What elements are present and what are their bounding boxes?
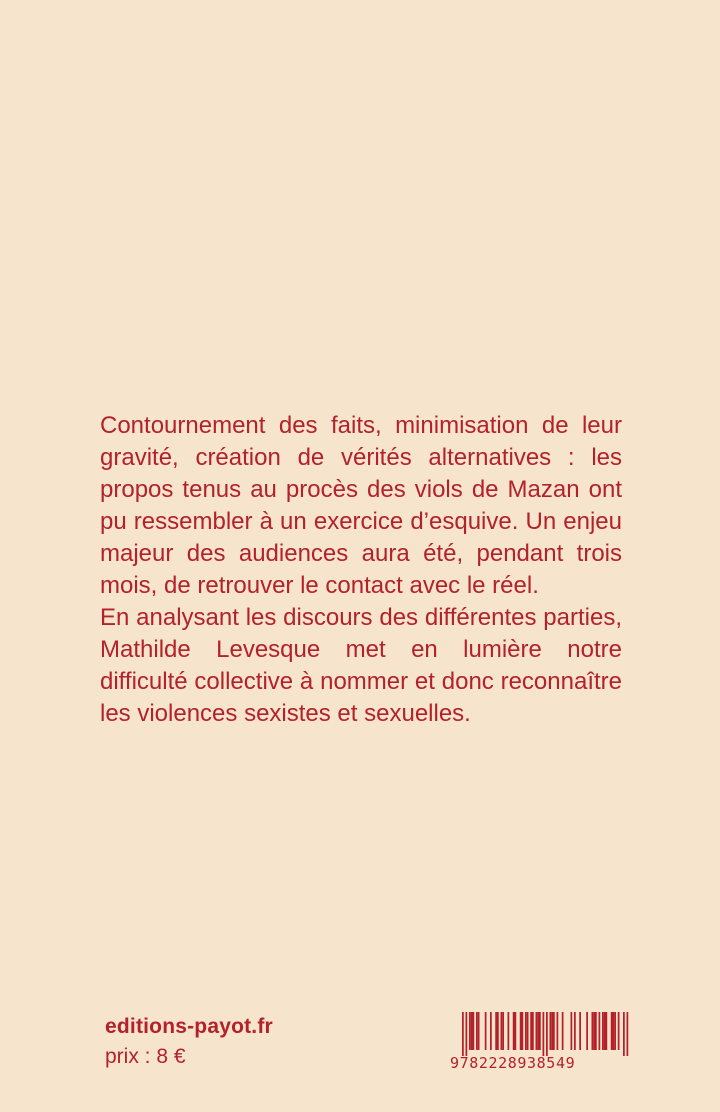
barcode-bar bbox=[539, 1012, 541, 1050]
barcode-bars bbox=[450, 1010, 630, 1056]
barcode-bar bbox=[602, 1012, 604, 1050]
barcode-bar bbox=[595, 1012, 597, 1050]
barcode-bar bbox=[485, 1012, 487, 1050]
isbn-barcode bbox=[450, 1010, 630, 1072]
back-cover-blurb bbox=[100, 410, 622, 730]
barcode-guard-bar bbox=[627, 1012, 629, 1056]
barcode-bar bbox=[571, 1012, 573, 1050]
barcode-bar bbox=[469, 1012, 471, 1050]
barcode-bar bbox=[495, 1012, 497, 1050]
barcode-bar bbox=[532, 1012, 534, 1050]
blurb-paragraph-1: Contournement des faits, minimisation de leur gravité, création de vérités alternatives : les propos tenus au procès des viols de Mazan ont pu ressembler à un exercice d’esquive. Un enjeu majeur des audiences aura été, pendant trois mois, de retrouver le contact avec le réel. bbox=[100, 412, 622, 599]
barcode-bar bbox=[579, 1012, 581, 1050]
barcode-bar bbox=[515, 1012, 517, 1050]
publisher-website: editions-payot.fr bbox=[105, 1015, 273, 1038]
barcode-bar bbox=[520, 1012, 522, 1050]
barcode-bar bbox=[606, 1012, 608, 1050]
barcode-guard-bar bbox=[543, 1012, 545, 1056]
book-price: prix : 8 € bbox=[105, 1045, 186, 1068]
barcode-bar bbox=[536, 1012, 538, 1050]
barcode-guard-bar bbox=[466, 1012, 468, 1056]
barcode-bar bbox=[476, 1012, 478, 1050]
barcode-bar bbox=[599, 1012, 601, 1050]
barcode-bar bbox=[613, 1012, 615, 1050]
barcode-bar bbox=[478, 1012, 480, 1050]
barcode-digits: 9782228938549 bbox=[450, 1054, 576, 1072]
barcode-bar bbox=[604, 1012, 606, 1050]
barcode-bar bbox=[586, 1012, 588, 1050]
barcode-bar bbox=[618, 1012, 620, 1050]
barcode-bar bbox=[501, 1012, 503, 1050]
barcode-bar bbox=[614, 1012, 616, 1050]
barcode-bar bbox=[502, 1012, 504, 1050]
barcode-bar bbox=[537, 1012, 539, 1050]
barcode-bar bbox=[611, 1012, 613, 1050]
barcode-bar bbox=[513, 1012, 515, 1050]
barcode-bar bbox=[562, 1012, 564, 1050]
barcode-guard-bar bbox=[462, 1012, 464, 1056]
blurb-paragraph-2: En analysant les discours des différentes parties, Mathilde Levesque met en lumière notre difficulté collective à nommer et donc reconnaître les violences sexistes et sexuelles. bbox=[100, 604, 622, 727]
barcode-bar bbox=[593, 1012, 595, 1050]
barcode-bar bbox=[557, 1012, 559, 1050]
barcode-bar bbox=[527, 1012, 529, 1050]
barcode-bar bbox=[471, 1012, 473, 1050]
barcode-guard-bar bbox=[623, 1012, 625, 1056]
barcode-bar bbox=[490, 1012, 492, 1050]
barcode-bar bbox=[592, 1012, 594, 1050]
barcode-bar bbox=[525, 1012, 527, 1050]
barcode-bar bbox=[508, 1012, 510, 1050]
barcode-bar bbox=[550, 1012, 552, 1050]
barcode-bar bbox=[497, 1012, 499, 1050]
barcode-bar bbox=[522, 1012, 524, 1050]
barcode-guard-bar bbox=[546, 1012, 548, 1056]
barcode-bar bbox=[551, 1012, 553, 1050]
publisher-info bbox=[105, 1013, 273, 1073]
barcode-bar bbox=[553, 1012, 555, 1050]
barcode-bar bbox=[473, 1012, 475, 1050]
barcode-bar bbox=[530, 1012, 532, 1050]
barcode-bar bbox=[574, 1012, 576, 1050]
